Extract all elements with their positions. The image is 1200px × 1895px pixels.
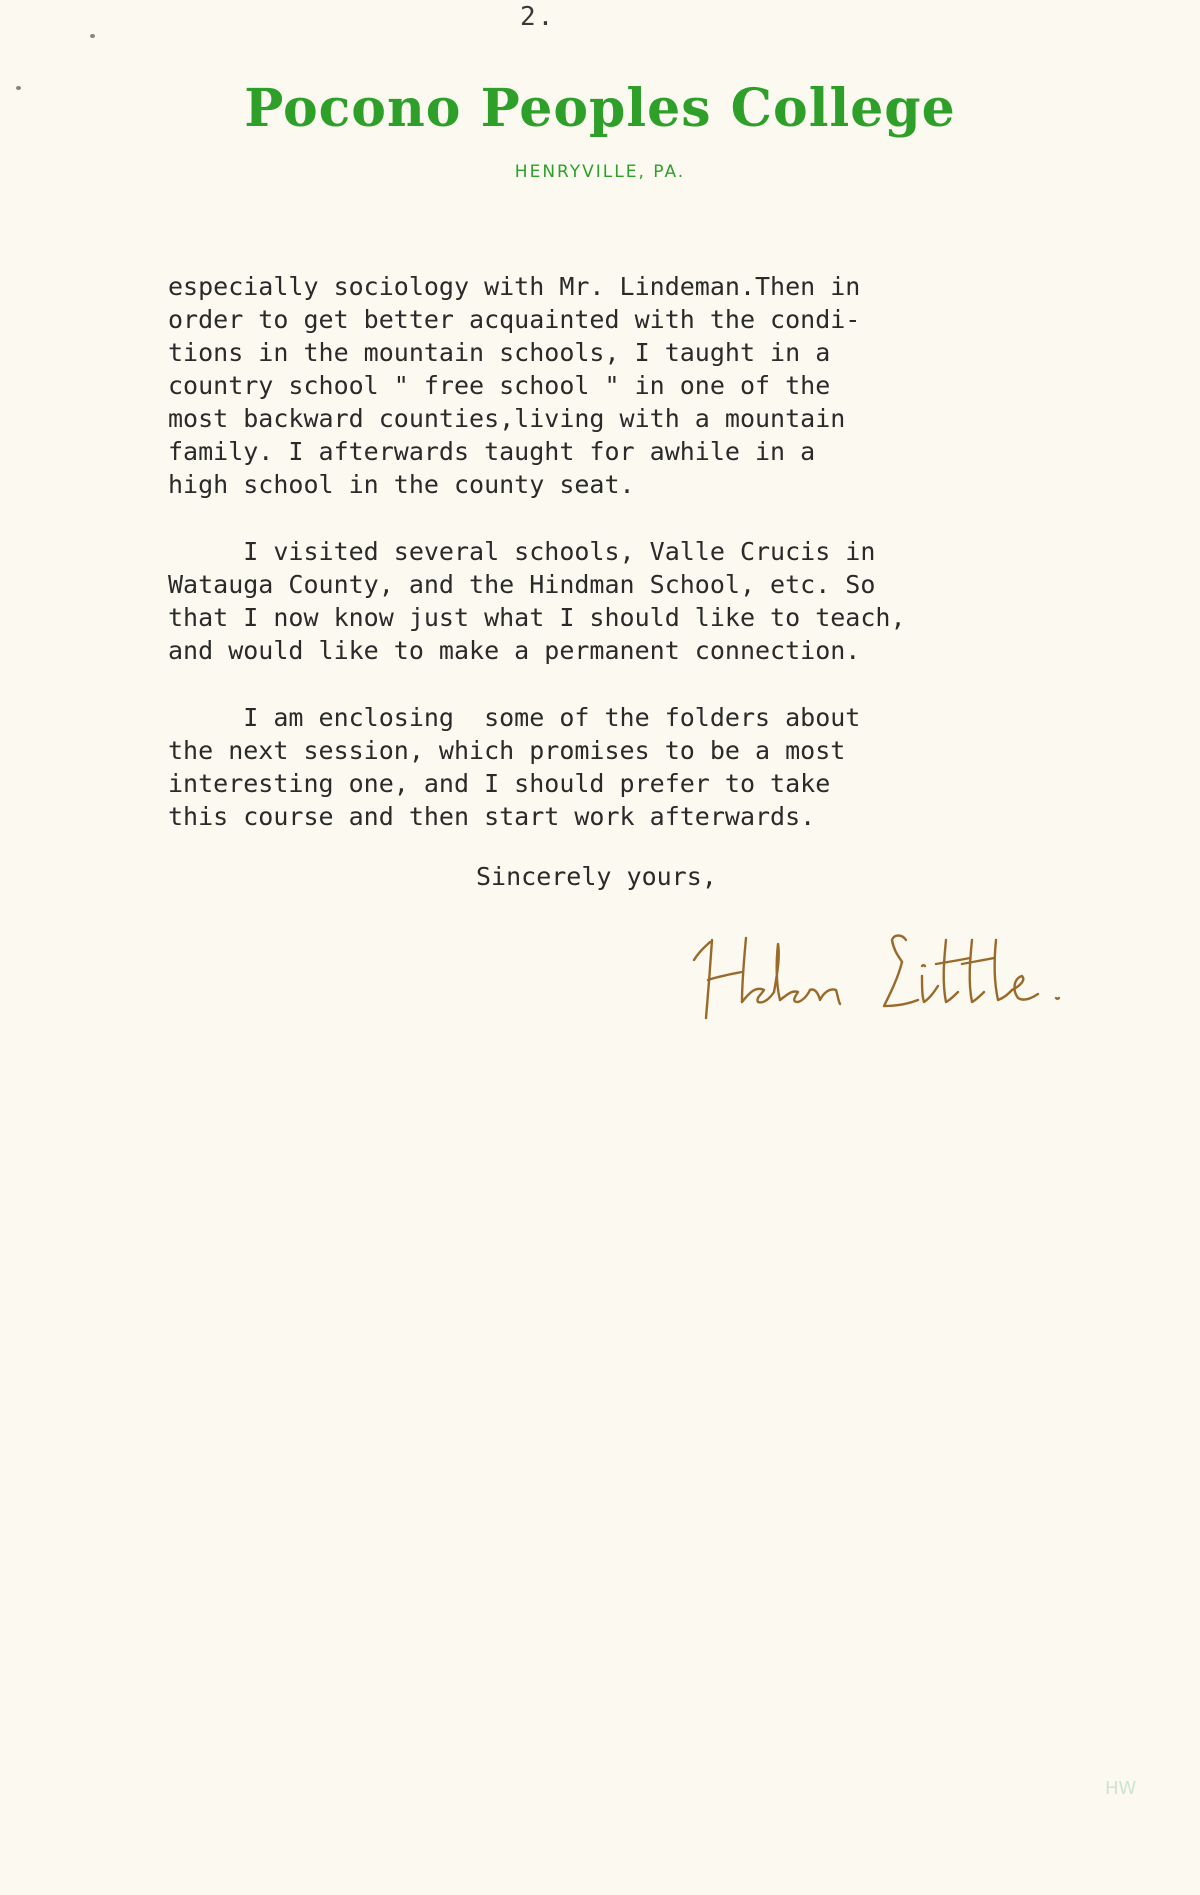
body-line: tions in the mountain schools, I taught in a — [168, 338, 831, 367]
body-line: most backward counties,living with a mountain — [168, 404, 846, 433]
letterhead-location: HENRYVILLE, PA. — [514, 162, 686, 182]
paragraph-1 — [168, 270, 1158, 501]
page-number: 2. — [520, 2, 556, 32]
body-line: interesting one, and I should prefer to take — [168, 769, 831, 798]
body-line: I am enclosing some of the folders about — [168, 703, 861, 732]
body-line: high school in the county seat. — [168, 470, 635, 499]
body-line: order to get better acquainted with the condi- — [168, 305, 861, 334]
paragraph-3 — [168, 701, 1158, 833]
body-line: country school " free school " in one of the — [168, 371, 831, 400]
watermark-initials: HW — [1105, 1778, 1137, 1799]
body-line: and would like to make a permanent connection. — [168, 636, 861, 665]
body-line: Watauga County, and the Hindman School, etc. So — [168, 570, 876, 599]
body-line: the next session, which promises to be a most — [168, 736, 846, 765]
body-line: I visited several schools, Valle Crucis in — [168, 537, 876, 566]
handwritten-signature — [680, 900, 1100, 1040]
paper-speck — [90, 34, 95, 38]
body-line: this course and then start work afterwards. — [168, 802, 816, 831]
letterhead-name: Pocono Peoples College — [244, 78, 956, 139]
body-line: family. I afterwards taught for awhile in a — [168, 437, 816, 466]
body-line: that I now know just what I should like to teach, — [168, 603, 906, 632]
paragraph-2 — [168, 535, 1158, 667]
letter-body — [168, 270, 1158, 833]
body-line: especially sociology with Mr. Lindeman.Then in — [168, 272, 861, 301]
closing-salutation: Sincerely yours, — [476, 862, 717, 891]
